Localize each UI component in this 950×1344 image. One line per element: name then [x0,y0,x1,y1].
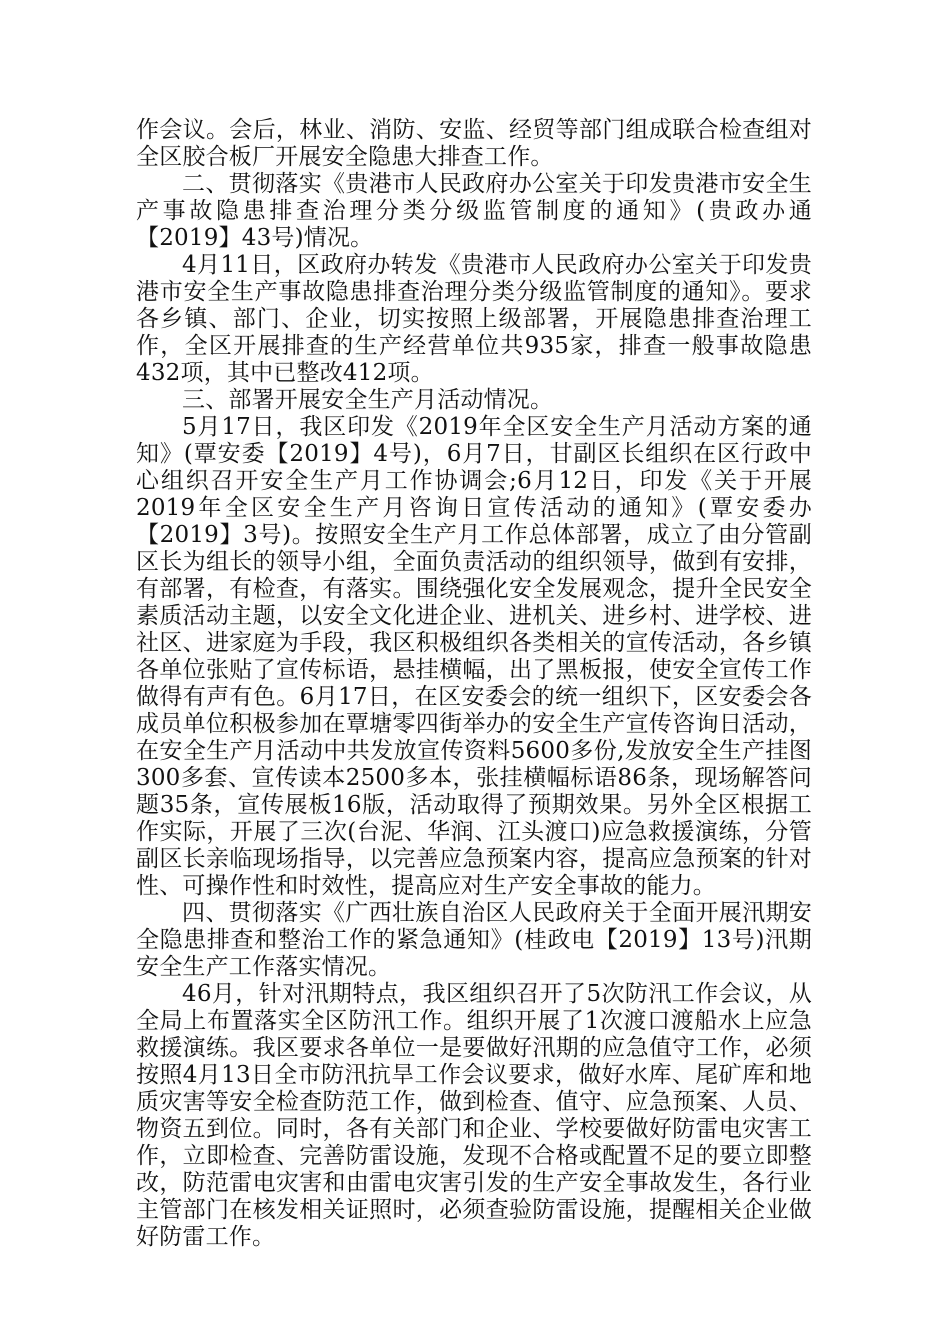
paragraph-continuation: 作会议。会后，林业、消防、安监、经贸等部门组成联合检查组对全区胶合板厂开展安全隐患大排查工作。 [136,117,812,170]
paragraph-section-three-heading: 三、部署开展安全生产月活动情况。 [182,387,554,413]
document-body [136,117,812,1251]
paragraph-section-four-heading: 四、贯彻落实《广西壮族自治区人民政府关于全面开展汛期安全隐患排查和整治工作的紧急通知》(桂政电【2019】13号)汛期安全生产工作落实情况。 [136,900,812,980]
paragraph-section-four-body: 46月，针对汛期特点，我区组织召开了5次防汛工作会议，从全局上布置落实全区防汛工作。组织开展了1次渡口渡船水上应急救援演练。我区要求各单位一是要做好汛期的应急值守工作，必须按照4月13日全市防汛抗旱工作会议要求，做好水库、尾矿库和地质灾害等安全检查防范工作，做到检查、值守、应急预案、人员、物资五到位。同时，各有关部门和企业、学校要做好防雷电灾害工作，立即检查、完善防雷设施，发现不合格或配置不足的要立即整改，防范雷电灾害和由雷电灾害引发的生产安全事故发生，各行业主管部门在核发相关证照时，必须查验防雷设施，提醒相关企业做好防雷工作。 [136,981,812,1250]
paragraph-section-two-heading: 二、贯彻落实《贵港市人民政府办公室关于印发贵港市安全生产事故隐患排查治理分类分级监管制度的通知》(贵政办通【2019】43号)情况。 [136,171,812,251]
paragraph-section-two-body: 4月11日，区政府办转发《贵港市人民政府办公室关于印发贵港市安全生产事故隐患排查治理分类分级监管制度的通知》。要求各乡镇、部门、企业，切实按照上级部署，开展隐患排查治理工作，全区开展排查的生产经营单位共935家，排查一般事故隐患432项，其中已整改412项。 [136,252,812,386]
paragraph-section-three-body: 5月17日，我区印发《2019年全区安全生产月活动方案的通知》(覃安委【2019】4号)，6月7日，甘副区长组织在区行政中心组织召开安全生产月工作协调会;6月12日，印发《关于开展2019年全区安全生产月咨询日宣传活动的通知》(覃安委办【2019】3号)。按照安全生产月工作总体部署，成立了由分管副区长为组长的领导小组，全面负责活动的组织领导，做到有安排，有部署，有检查，有落实。围绕强化安全发展观念，提升全民安全素质活动主题，以安全文化进企业、进机关、进乡村、进学校、进社区、进家庭为手段，我区积极组织各类相关的宣传活动，各乡镇各单位张贴了宣传标语，悬挂横幅，出了黑板报，使安全宣传工作做得有声有色。6月17日，在区安委会的统一组织下，区安委会各成员单位积极参加在覃塘零四街举办的安全生产宣传咨询日活动，在安全生产月活动中共发放宣传资料5600多份,发放安全生产挂图300多套、宣传读本2500多本，张挂横幅标语86条，现场解答问题35条，宣传展板16版，活动取得了预期效果。另外全区根据工作实际，开展了三次(台泥、华润、江头渡口)应急救援演练，分管副区长亲临现场指导，以完善应急预案内容，提高应急预案的针对性、可操作性和时效性，提高应对生产安全事故的能力。 [136,414,812,899]
